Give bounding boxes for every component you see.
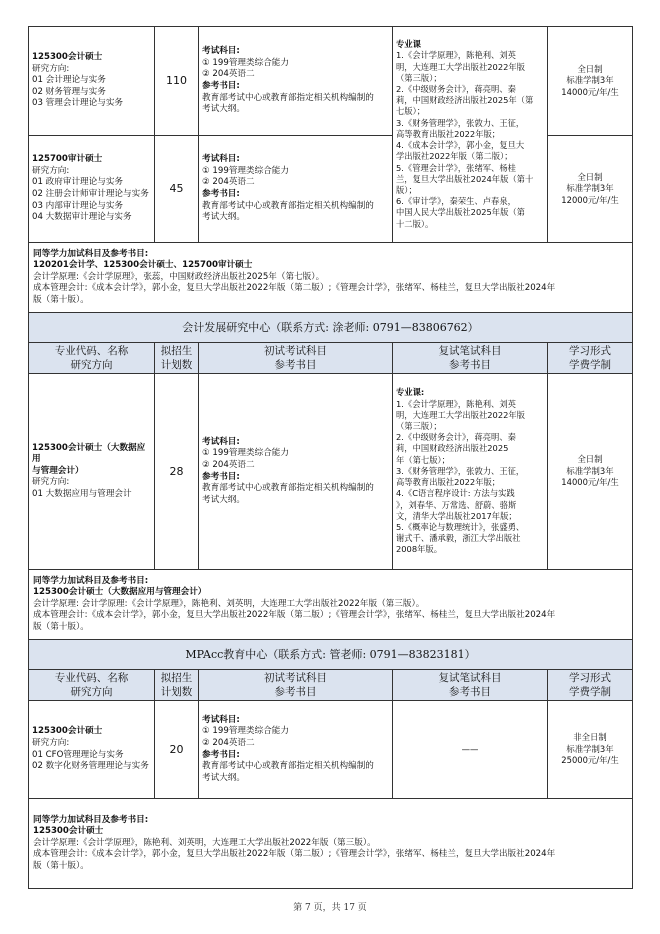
column-header <box>548 670 633 701</box>
retest-line: 高等教育出版社2022年版； <box>396 128 501 139</box>
column-header <box>393 670 548 701</box>
retest-line: 中国人民大学出版社2025年版（第 <box>396 207 525 218</box>
direction-item: 01 大数据应用与管理会计 <box>32 488 132 499</box>
table-row <box>29 670 633 701</box>
reference-label: 参考书目: <box>202 81 240 91</box>
column-header <box>199 343 393 374</box>
direction-label: 研究方向: <box>32 477 70 488</box>
column-header <box>29 343 155 374</box>
note-subtitle: 125300会计硕士（大数据应用与管理会计） <box>33 587 207 598</box>
direction-item: 03 管理会计理论与实务 <box>32 98 124 109</box>
plan-count: 20 <box>155 701 199 799</box>
program-code: 125700审计硕士 <box>32 154 103 165</box>
note-line: 版（第十版）。 <box>33 621 89 632</box>
retest-line: 5.《概率论与数理统计》，张盛勇、 <box>396 521 525 532</box>
program-code: 125300会计硕士 <box>32 52 103 63</box>
header-line: 初试考试科目 <box>264 345 327 357</box>
study-mode: 全日制 <box>577 63 603 74</box>
program-code: 125300会计硕士（大数据应用 <box>32 442 146 465</box>
direction-item: 01 CFO管理理论与实务 <box>32 749 124 760</box>
study-mode: 全日制 <box>577 454 603 465</box>
direction-label: 研究方向: <box>32 165 70 176</box>
program-code: 与管理会计） <box>32 465 84 476</box>
reference-text: 考试大纲。 <box>202 494 245 505</box>
retest-line: 3.《财务管理学》，张敦力、王征， <box>396 117 525 128</box>
direction-item: 04 大数据审计理论与实务 <box>32 212 132 223</box>
direction-item: 01 会计理论与实务 <box>32 75 106 86</box>
exam-item: ② 204英语二 <box>202 69 255 80</box>
retest-line: 十二版）。 <box>396 218 434 229</box>
retest-line: 4.《C语言程序设计: 方法与实践 <box>396 488 515 499</box>
reference-label: 参考书目: <box>202 749 240 760</box>
plan-count: 45 <box>155 136 199 243</box>
table-row <box>29 799 633 889</box>
page-number: 第 7 页，共 17 页 <box>293 903 367 913</box>
table-row <box>29 570 633 640</box>
reference-text: 考试大纲。 <box>202 772 245 783</box>
retest-line: 专业课 <box>396 39 421 50</box>
header-line: 学习形式 <box>569 345 611 357</box>
tuition: 25000元/年/生 <box>561 755 619 766</box>
retest-line: 年（第七版）； <box>396 454 450 465</box>
retest-cell <box>393 27 548 243</box>
reference-text: 教育部考试中心或教育部指定相关机构编制的 <box>202 200 374 211</box>
header-line: 计划数 <box>160 359 193 371</box>
plan-count: 110 <box>155 27 199 136</box>
note-title: 同等学力加试科目及参考书目: <box>33 248 149 259</box>
header-line: 参考书目 <box>274 686 317 698</box>
retest-line: 1.《会计学原理》，陈艳利、刘英 <box>396 50 516 61</box>
study-duration: 标准学制3年 <box>566 183 614 194</box>
plan-count: 28 <box>155 374 199 570</box>
study-mode: 全日制 <box>577 171 603 182</box>
admissions-table <box>28 26 633 889</box>
table-row <box>29 243 633 313</box>
retest-line: 1.《会计学原理》，陈艳利、刘英 <box>396 398 516 409</box>
exam-cell <box>199 701 393 799</box>
retest-line: 5.《管理会计学》，张绪军、杨桂 <box>396 162 516 173</box>
equivalent-exam-note <box>29 799 633 889</box>
retest-line: 3.《财务管理学》，张敦力、王征， <box>396 465 525 476</box>
study-mode-cell <box>548 374 633 570</box>
direction-label: 研究方向: <box>32 737 70 748</box>
header-line: 计划数 <box>160 686 193 698</box>
note-line: 成本管理会计:《成本会计学》，郭小金，复旦大学出版社2022年版（第二版）;《管理会计学》，张绪军、杨桂兰，复旦大学出版社2024年 <box>33 610 556 621</box>
program-code: 125300会计硕士 <box>32 726 103 737</box>
retest-line: 高等教育出版社2022年版； <box>396 477 501 488</box>
exam-cell <box>199 136 393 243</box>
retest-cell: —— <box>393 701 548 799</box>
column-header <box>155 343 199 374</box>
retest-line: 4.《成本会计学》，郭小金，复旦大 <box>396 140 525 151</box>
equivalent-exam-note <box>29 570 633 640</box>
equivalent-exam-note <box>29 243 633 313</box>
retest-line: 兰，复旦大学出版社2024年版（第十 <box>396 173 534 184</box>
direction-item: 03 内部审计理论与实务 <box>32 200 124 211</box>
header-line: 拟招生 <box>160 672 193 684</box>
column-header <box>199 670 393 701</box>
header-line: 学习形式 <box>569 672 611 684</box>
exam-label: 考试科目: <box>202 436 240 447</box>
tuition: 12000元/年/生 <box>561 194 619 205</box>
note-subtitle: 125300会计硕士 <box>33 826 104 837</box>
retest-line: （第三版）； <box>396 72 442 83</box>
header-line: 专业代码、名称 <box>54 345 129 357</box>
direction-item: 02 数字化财务管理理论与实务 <box>32 761 149 772</box>
header-line: 复试笔试科目 <box>438 672 502 684</box>
table-row <box>29 27 633 136</box>
retest-line: 2008年版。 <box>396 544 443 555</box>
note-title: 同等学力加试科目及参考书目: <box>33 575 149 586</box>
retest-line: 七版）； <box>396 106 426 117</box>
note-line: 版（第十版）。 <box>33 294 89 305</box>
retest-line: 6.《审计学》，秦荣生、卢春泉， <box>396 196 516 207</box>
column-header <box>393 343 548 374</box>
note-line: 版（第十版）。 <box>33 860 89 871</box>
note-line: 成本管理会计:《成本会计学》，郭小金，复旦大学出版社2022年版（第二版）;《管理会计学》，张绪军、杨桂兰，复旦大学出版社2024年 <box>33 849 556 860</box>
note-line: 会计学原理:《会计学原理》，陈艳利、刘英明，大连理工大学出版社2022年版（第三版）。 <box>33 837 376 848</box>
header-line: 参考书目 <box>449 686 491 698</box>
study-duration: 标准学制3年 <box>566 465 614 476</box>
direction-item: 02 财务管理与实务 <box>32 86 106 97</box>
tuition: 14000元/年/生 <box>561 477 619 488</box>
reference-text: 教育部考试中心或教育部指定相关机构编制的 <box>202 483 374 494</box>
exam-item: ② 204英语二 <box>202 737 255 748</box>
header-line: 研究方向 <box>70 686 113 698</box>
reference-label: 参考书目: <box>202 471 240 482</box>
exam-cell <box>199 27 393 136</box>
header-line: 学费学制 <box>569 686 611 698</box>
program-cell <box>29 27 155 136</box>
retest-line: 莉，中国财政经济出版社2025 <box>396 443 509 454</box>
column-header <box>548 343 633 374</box>
note-line: 会计学原理:《会计学原理》，张蕊，中国财政经济出版社2025年（第七版）。 <box>33 271 325 282</box>
reference-text: 考试大纲。 <box>202 104 245 115</box>
tuition: 14000元/年/生 <box>561 86 619 97</box>
exam-cell <box>199 374 393 570</box>
retest-line: 学出版社2022年版（第二版）； <box>396 151 513 162</box>
study-mode-cell <box>548 701 633 799</box>
table-row <box>29 701 633 799</box>
exam-item: ② 204英语二 <box>202 459 255 470</box>
table-row <box>29 313 633 343</box>
table-row <box>29 640 633 670</box>
exam-label: 考试科目: <box>202 154 240 165</box>
program-cell <box>29 136 155 243</box>
program-cell <box>29 374 155 570</box>
exam-item: ① 199管理类综合能力 <box>202 165 289 176</box>
direction-item: 01 政府审计理论与实务 <box>32 177 124 188</box>
reference-text: 考试大纲。 <box>202 212 245 223</box>
retest-cell <box>393 374 548 570</box>
retest-line: 莉，中国财政经济出版社2025年（第 <box>396 95 534 106</box>
exam-item: ① 199管理类综合能力 <box>202 448 289 459</box>
header-line: 研究方向 <box>70 359 113 371</box>
reference-text: 教育部考试中心或教育部指定相关机构编制的 <box>202 92 374 103</box>
retest-line: 2.《中级财务会计》，蒋亮明、秦 <box>396 84 516 95</box>
retest-line: （第三版）； <box>396 421 442 432</box>
header-line: 专业代码、名称 <box>54 672 129 684</box>
direction-item: 02 注册会计师审计理论与实务 <box>32 189 149 199</box>
study-duration: 标准学制3年 <box>566 75 614 86</box>
exam-label: 考试科目: <box>202 714 240 725</box>
study-mode: 非全日制 <box>573 732 607 743</box>
table-row <box>29 374 633 570</box>
reference-label: 参考书目: <box>202 189 240 199</box>
header-line: 初试考试科目 <box>264 672 327 684</box>
retest-line: 明，大连理工大学出版社2022年版 <box>396 61 525 72</box>
header-line: 参考书目 <box>274 359 317 371</box>
exam-label: 考试科目: <box>202 46 240 57</box>
note-title: 同等学力加试科目及参考书目: <box>33 814 149 825</box>
program-cell <box>29 701 155 799</box>
section-title: MPAcc教育中心（联系方式: 管老师: 0791—83823181） <box>29 640 633 670</box>
direction-label: 研究方向: <box>32 63 70 74</box>
study-duration: 标准学制3年 <box>566 743 614 754</box>
retest-line: 2.《中级财务会计》，蒋亮明、秦 <box>396 432 516 443</box>
exam-item: ① 199管理类综合能力 <box>202 57 289 68</box>
retest-line: 版）； <box>396 184 417 195</box>
column-header <box>29 670 155 701</box>
header-line: 复试笔试科目 <box>438 345 502 357</box>
note-line: 成本管理会计:《成本会计学》，郭小金，复旦大学出版社2022年版（第二版）;《管理会计学》，张绪军、杨桂兰，复旦大学出版社2024年 <box>33 283 556 294</box>
exam-item: ② 204英语二 <box>202 177 255 188</box>
section-title: 会计发展研究中心（联系方式: 涂老师: 0791—83806762） <box>29 313 633 343</box>
column-header <box>155 670 199 701</box>
note-line: 会计学原理: 会计学原理:《会计学原理》，陈艳利、刘英明，大连理工大学出版社2022年版（第三版）。 <box>33 598 425 609</box>
retest-line: 明，大连理工大学出版社2022年版 <box>396 409 525 420</box>
note-subtitle: 120201会计学、125300会计硕士、125700审计硕士 <box>33 260 253 271</box>
retest-line: 谢式千、潘承毅，浙江大学出版社 <box>396 533 521 544</box>
retest-line: 专业课: <box>396 387 425 398</box>
retest-line: 文，清华大学出版社2017年版； <box>396 510 517 521</box>
study-mode-cell <box>548 136 633 243</box>
header-line: 参考书目 <box>449 359 491 371</box>
header-line: 拟招生 <box>160 345 193 357</box>
table-row <box>29 343 633 374</box>
study-mode-cell <box>548 27 633 136</box>
reference-text: 教育部考试中心或教育部指定相关机构编制的 <box>202 761 374 772</box>
header-line: 学费学制 <box>569 359 611 371</box>
exam-item: ① 199管理类综合能力 <box>202 726 289 737</box>
retest-line: 》，刘春华、万常选、舒蔚、骆斯 <box>396 499 517 510</box>
